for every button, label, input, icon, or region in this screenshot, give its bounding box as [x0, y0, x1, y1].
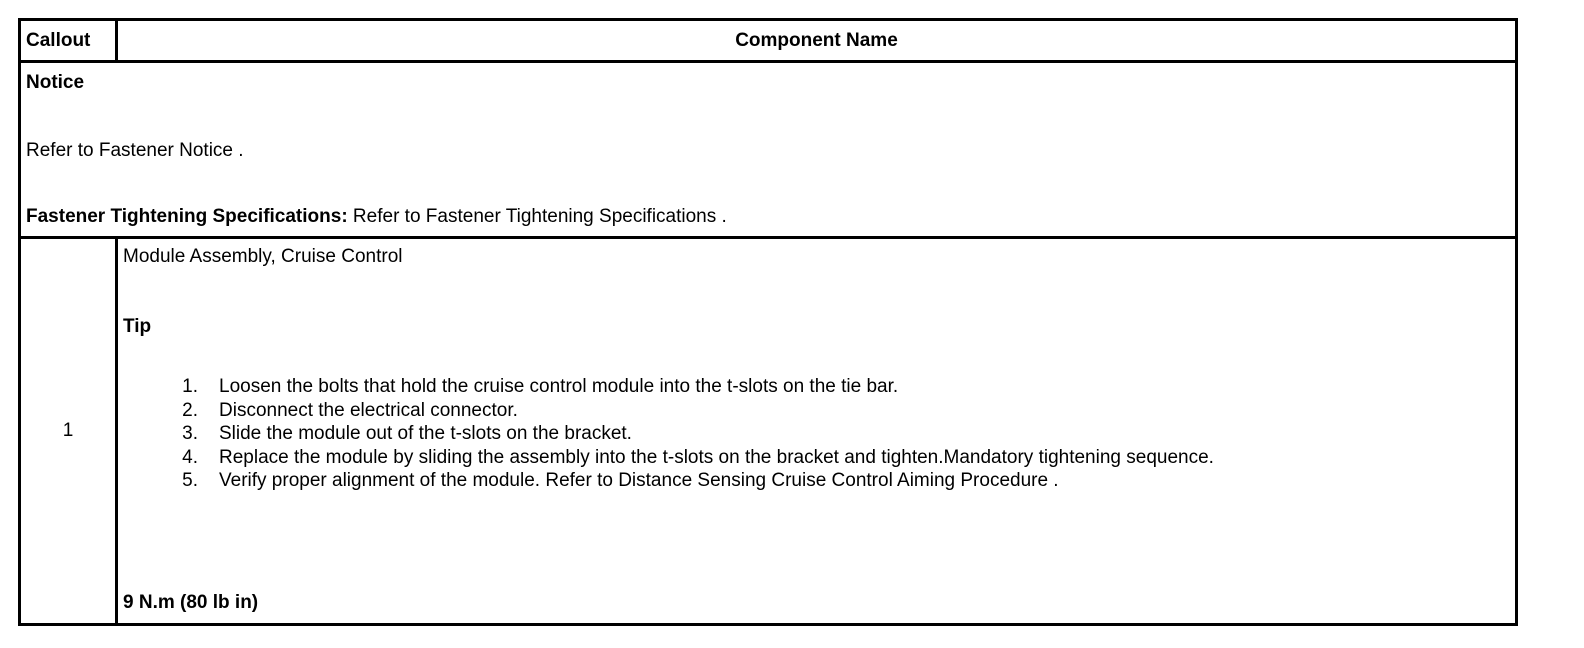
component-name: Module Assembly, Cruise Control: [123, 246, 403, 267]
procedure-steps-list: [158, 375, 1398, 493]
list-item: [158, 399, 1398, 423]
torque-specification: 9 N.m (80 lb in): [123, 592, 259, 613]
callout-number: 1: [62, 420, 74, 441]
tip-title: Tip: [123, 316, 152, 337]
callout-column-header: Callout: [26, 29, 91, 51]
table-row: [21, 239, 1515, 623]
component-header-cell: [118, 21, 1515, 60]
table-header-row: [21, 21, 1515, 63]
step-number: 4.: [182, 446, 198, 468]
step-number: 5.: [182, 470, 198, 491]
component-name-column-header: Component Name: [735, 29, 898, 51]
step-text: Replace the module by sliding the assembly into the t-slots on the bracket and tighten.Mandatory tightening sequence.: [219, 446, 1214, 468]
fastener-notice-reference: Refer to Fastener Notice .: [26, 140, 244, 161]
step-text: Loosen the bolts that hold the cruise control module into the t-slots on the tie bar.: [219, 376, 899, 397]
component-table: [18, 18, 1518, 626]
step-text: Slide the module out of the t-slots on the bracket.: [219, 423, 632, 444]
tightening-specifications-reference: Refer to Fastener Tightening Specifications .: [347, 206, 727, 227]
notice-title: Notice: [26, 72, 85, 93]
callout-cell: [21, 239, 118, 623]
step-text: Verify proper alignment of the module. Refer to Distance Sensing Cruise Control Aiming Procedure .: [219, 470, 1059, 491]
list-item: [158, 469, 1398, 493]
list-item: [158, 446, 1398, 470]
callout-header-cell: [21, 21, 118, 60]
tightening-specifications-label: Fastener Tightening Specifications:: [26, 206, 348, 227]
step-number: 1.: [182, 376, 198, 397]
tightening-specifications-line: [26, 205, 727, 229]
component-detail-cell: [118, 239, 1515, 623]
list-item: [158, 422, 1398, 446]
step-text: Disconnect the electrical connector.: [219, 399, 518, 421]
step-number: 2.: [182, 399, 198, 421]
notice-row: [21, 63, 1515, 239]
list-item: [158, 375, 1398, 399]
step-number: 3.: [182, 423, 198, 444]
